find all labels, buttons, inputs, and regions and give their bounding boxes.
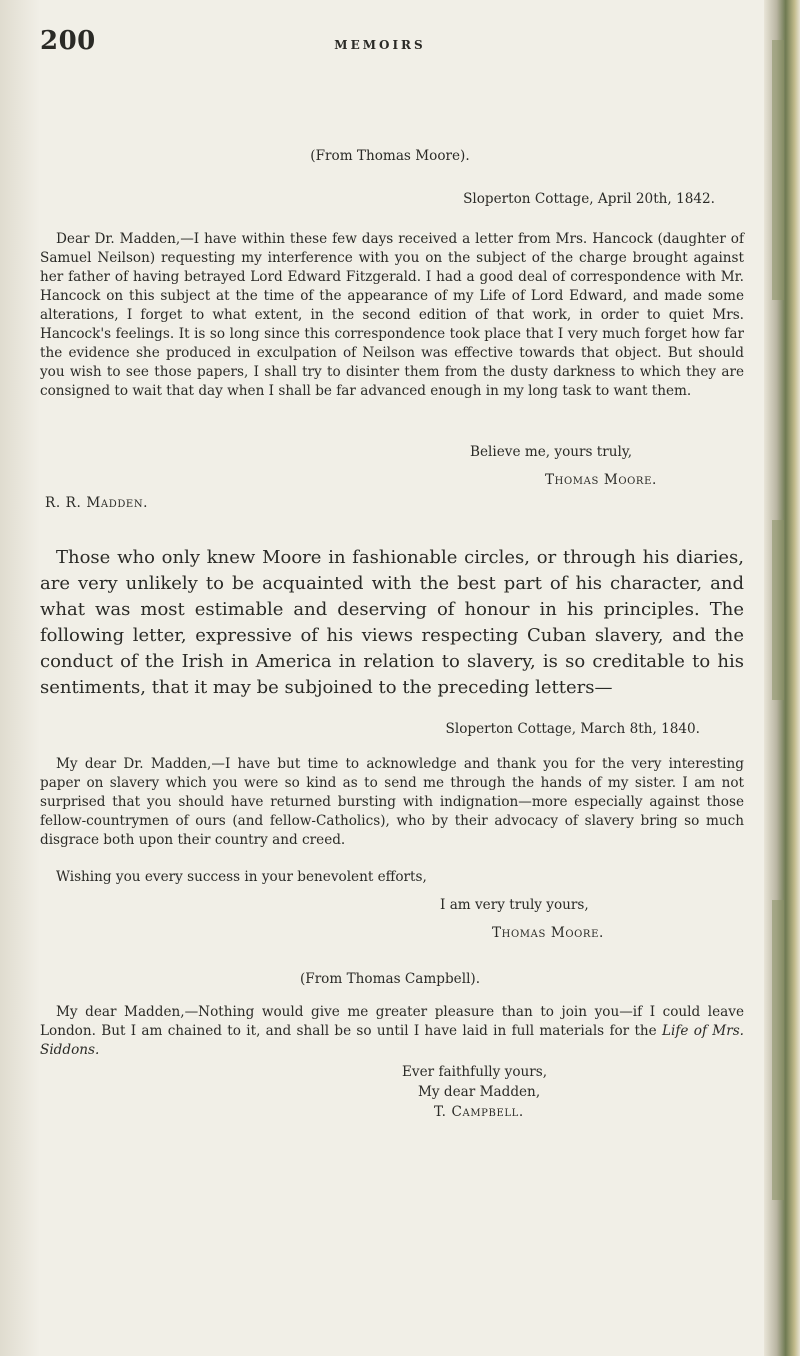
letter1-signature: Thomas Moore. — [545, 472, 657, 488]
letter2-wishing: Wishing you every success in your benevolent efforts, — [56, 869, 427, 885]
page-number: 200 — [40, 26, 96, 56]
letter2-signature: Thomas Moore. — [492, 925, 604, 941]
letter2-closing: I am very truly yours, — [440, 897, 589, 913]
running-head: MEMOIRS — [334, 38, 426, 52]
letter3-closing: Ever faithfully yours, — [402, 1064, 548, 1080]
letter3-closing-2: My dear Madden, — [418, 1084, 541, 1100]
letter3-signature: T. Campbell. — [434, 1104, 524, 1120]
letter2-place-date: Sloperton Cottage, March 8th, 1840. — [445, 721, 700, 737]
letter3-body-text: My dear Madden,—Nothing would give me greater pleasure than to join you—if I could leave London. But I am chained to it, and shall be so until I have laid in full materials for the — [40, 1004, 744, 1039]
letter2-body: My dear Dr. Madden,—I have but time to acknowledge and thank you for the very interesting paper on slavery which you were so kind as to send me through the hands of my sister. I am not surprised that you should have returned bursting with indignation—more especially against those fellow-countrymen of ours (and fellow-Catholics), who by their advocacy of slavery bring so much disgrace both upon their country and creed. — [40, 756, 744, 848]
letter1-body: Dear Dr. Madden,—I have within these few days received a letter from Mrs. Hancock (daughter of Samuel Neilson) requesting my interference with you on the subject of the charge brought against her father of having betrayed Lord Edward Fitzgerald. I had a good deal of correspondence with Mr. Hancock on this subject at the time of the appearance of my Life of Lord Edward, and made some alterations, I forget to what extent, in the second edition of that work, in order to quiet Mrs. Hancock's feelings. It is so long since this correspondence took place that I very much forget how far the evidence she produced in exculpation of Neilson was effective towards that object. But should you wish to see those papers, I shall try to disinter them from the dusty darkness to which they are consigned to wait that day when I shall be far advanced enough in my long task to want them. — [40, 231, 744, 399]
letter3-body — [40, 1003, 744, 1060]
narrative-paragraph: Those who only knew Moore in fashionable circles, or through his diaries, are very unlikely to be acquainted with the best part of his character, and what was most estimable and deserving of honour in his principles. The following letter, expressive of his views respecting Cuban slavery, and the conduct of the Irish in America in relation to slavery, is so creditable to his sentiments, that it may be subjoined to the preceding letters— — [40, 547, 744, 698]
page-gutter-shadow — [0, 0, 40, 1356]
letter1-source: (From Thomas Moore). — [310, 148, 470, 164]
letter1-addressee: R. R. Madden. — [45, 495, 149, 511]
letter1-closing: Believe me, yours truly, — [470, 444, 633, 460]
page-header — [40, 26, 740, 56]
letter3-book-title: Life of Mrs. Siddons. — [40, 1023, 744, 1058]
letter3-source: (From Thomas Campbell). — [299, 971, 481, 987]
page-edge-binding — [764, 0, 800, 1356]
letter1-place-date: Sloperton Cottage, April 20th, 1842. — [463, 191, 715, 207]
